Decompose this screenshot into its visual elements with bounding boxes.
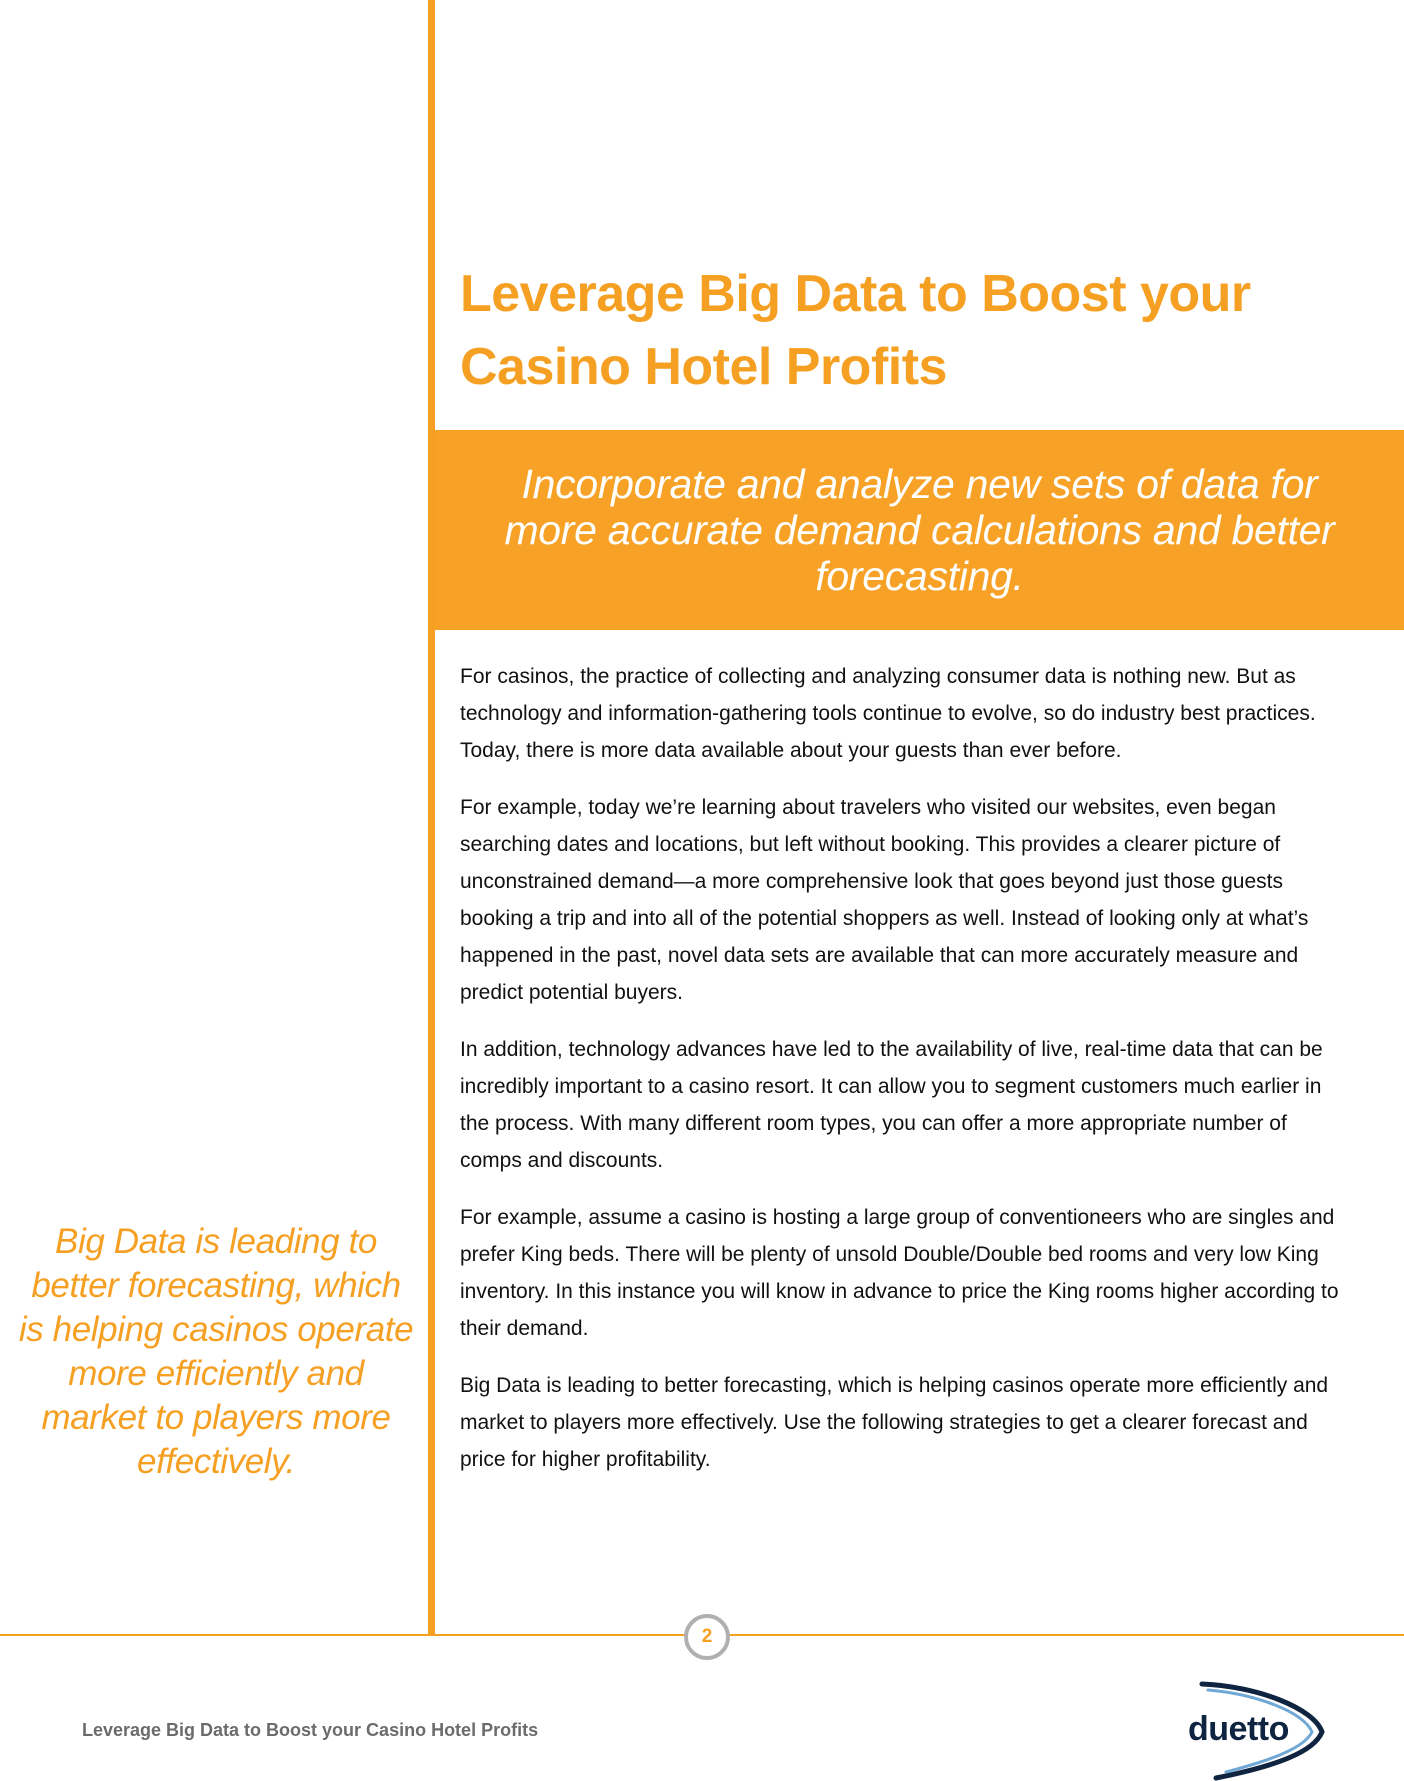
paragraph: For example, today we’re learning about travelers who visited our websites, even began searching dates and locations, but left without booking. This provides a clearer picture of unconstrained demand—a more comprehensive look that goes beyond just those guests booking a trip and into all of the potential shoppers as well. Instead of looking only at what’s happened in the past, novel data sets are available that can more accurately measure and predict potential buyers. xyxy=(460,796,1309,1004)
paragraph: In addition, technology advances have led to the availability of live, real-time data that can be incredibly important to a casino resort. It can allow you to segment customers much earlier in the process. With many different room types, you can offer a more appropriate number of comps and discounts. xyxy=(460,1038,1323,1172)
banner-text: Incorporate and analyze new sets of data for more accurate demand calculations and better forecasting. xyxy=(504,461,1335,599)
body-text xyxy=(460,658,1340,1498)
paragraph: For casinos, the practice of collecting and analyzing consumer data is nothing new. But as technology and information-gathering tools continue to evolve, so do industry best practices. Today, there is more data available about your guests than ever before. xyxy=(460,665,1316,762)
page-title: Leverage Big Data to Boost your Casino Hotel Profits xyxy=(460,265,1251,396)
duetto-logo xyxy=(1186,1678,1326,1781)
vertical-divider xyxy=(428,0,435,1634)
subtitle-banner xyxy=(435,430,1404,630)
pull-quote: Big Data is leading to better forecasting, which is helping casinos operate more efficiently and market to players more effectively. xyxy=(18,1222,414,1481)
page-number: 2 xyxy=(701,1626,713,1647)
logo-text: duetto xyxy=(1188,1710,1289,1748)
footer-title: Leverage Big Data to Boost your Casino Hotel Profits xyxy=(82,1720,539,1740)
page-number-badge xyxy=(684,1614,730,1660)
paragraph: Big Data is leading to better forecasting, which is helping casinos operate more efficiently and market to players more effectively. Use the following strategies to get a clearer forecast and price for higher profitability. xyxy=(460,1374,1329,1471)
paragraph: For example, assume a casino is hosting a large group of conventioneers who are singles and prefer King beds. There will be plenty of unsold Double/Double bed rooms and very low King inventory. In this instance you will know in advance to price the King rooms higher according to their demand. xyxy=(460,1206,1339,1340)
